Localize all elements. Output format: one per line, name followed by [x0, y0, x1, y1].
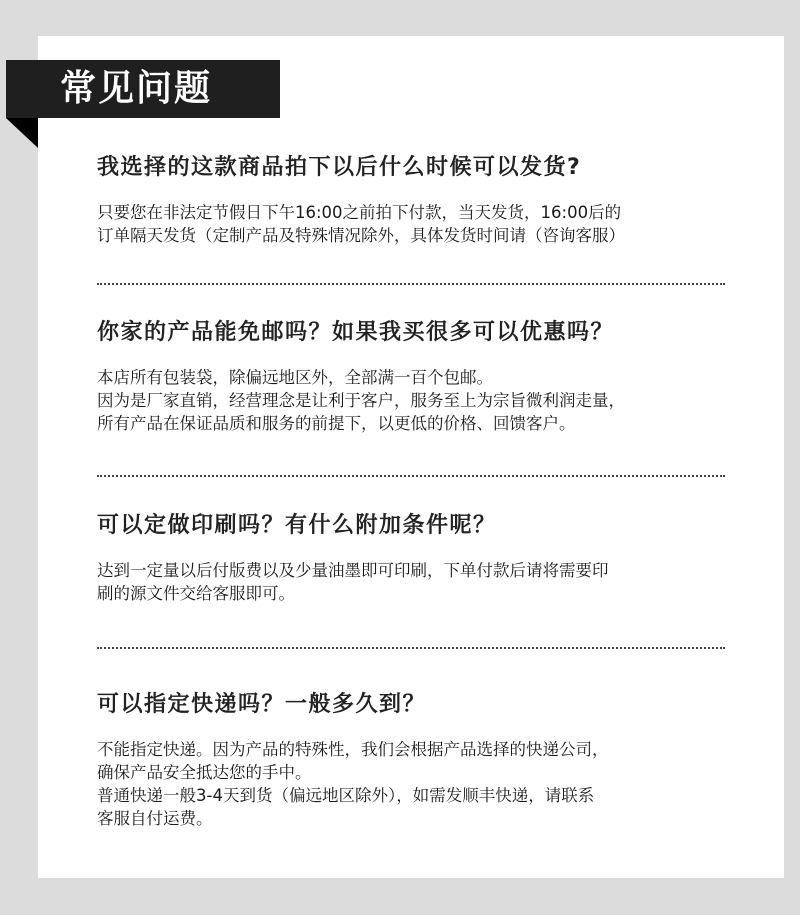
faq-item — [97, 511, 737, 605]
faq-question: 我选择的这款商品拍下以后什么时候可以发货? — [97, 155, 582, 180]
answer-line: 普通快递一般3-4天到货（偏远地区除外），如需发顺丰快递，请联系 — [97, 786, 595, 805]
banner-fold-decoration — [6, 118, 38, 148]
answer-line: 只要您在非法定节假日下午16:00之前拍下付款，当天发货，16:00后的 — [97, 203, 622, 222]
answer-line: 确保产品安全抵达您的手中。 — [97, 763, 312, 782]
page-title: 常见问题 — [6, 60, 280, 118]
faq-question: 可以定做印刷吗？有什么附加条件呢？ — [97, 513, 497, 538]
answer-line: 所有产品在保证品质和服务的前提下，以更低的价格、回馈客户。 — [97, 414, 576, 433]
answer-line: 不能指定快递。因为产品的特殊性，我们会根据产品选择的快递公司， — [97, 740, 609, 759]
answer-line: 本店所有包装袋，除偏远地区外，全部满一百个包邮。 — [97, 368, 493, 387]
faq-question: 可以指定快递吗？一般多久到？ — [97, 692, 427, 717]
answer-line: 刷的源文件交给客服即可。 — [97, 584, 295, 603]
answer-line: 因为是厂家直销，经营理念是让利于客户，服务至上为宗旨微利润走量， — [97, 391, 625, 410]
faq-answer — [97, 366, 737, 435]
faq-question: 你家的产品能免邮吗？如果我买很多可以优惠吗？ — [97, 320, 615, 345]
answer-line: 订单隔天发货（定制产品及特殊情况除外，具体发货时间请（咨询客服） — [97, 226, 625, 245]
faq-item — [97, 318, 737, 435]
faq-item — [97, 153, 737, 247]
faq-answer — [97, 559, 737, 605]
faq-item — [97, 690, 737, 830]
dotted-divider — [97, 647, 725, 649]
faq-answer — [97, 201, 737, 247]
dotted-divider — [97, 283, 725, 285]
faq-answer — [97, 738, 737, 830]
answer-line: 达到一定量以后付版费以及少量油墨即可印刷，下单付款后请将需要印 — [97, 561, 609, 580]
answer-line: 客服自付运费。 — [97, 809, 213, 828]
dotted-divider — [97, 475, 725, 477]
